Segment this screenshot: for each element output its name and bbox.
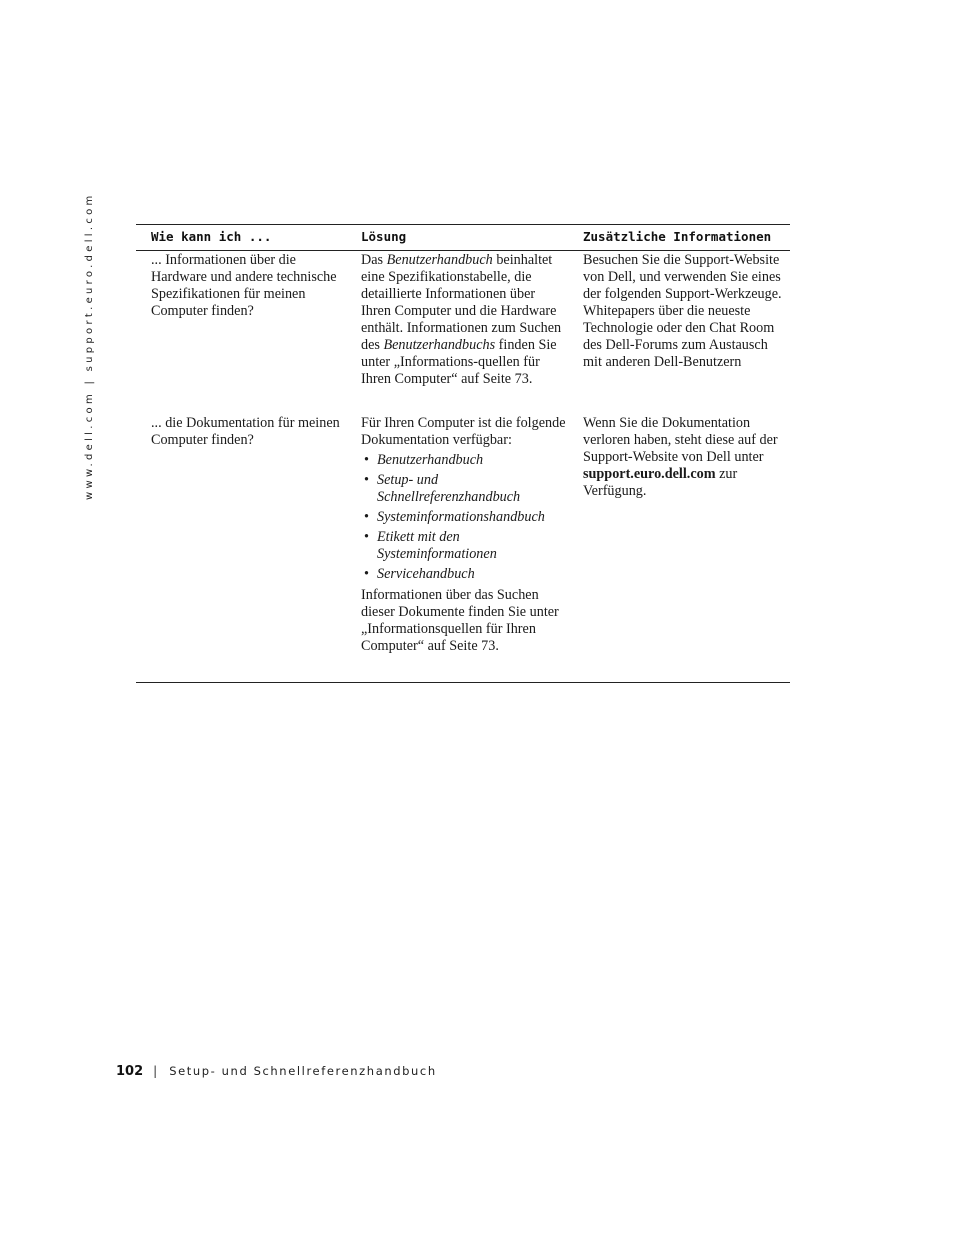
documentation-list	[361, 452, 566, 583]
table-header-row	[136, 225, 790, 250]
row2-info: Wenn Sie die Dokumentation verloren haben, steht diese auf der Support-Website von Dell unter support.euro.dell.com zur Verfügung.	[583, 415, 778, 499]
list-item: • Benutzerhandbuch	[361, 452, 566, 469]
list-item: • Etikett mit den Systeminformationen	[361, 529, 566, 563]
sidebar-url: www.dell.com | support.euro.dell.com	[84, 192, 95, 500]
page-number: 102	[116, 1064, 144, 1079]
footer-separator: |	[153, 1064, 158, 1078]
row2-question: ... die Dokumentation für meinen Computer finden?	[151, 415, 340, 448]
page-footer	[116, 1062, 437, 1080]
list-item: • Servicehandbuch	[361, 566, 566, 583]
row1-question: ... Informationen über die Hardware und andere technische Spezifikationen für meinen Computer finden?	[151, 252, 337, 319]
table-bottom-rule	[136, 682, 790, 683]
header-info: Zusätzliche Informationen	[583, 229, 772, 244]
list-item: • Systeminformationshandbuch	[361, 509, 566, 526]
row1-solution: Das Benutzerhandbuch beinhaltet eine Spezifikationstabelle, die detaillierte Informationen über Ihren Computer und die Hardware enthält. Informationen zum Suchen des Benutzerhandbuchs finden Sie unter „Informations-quellen für Ihren Computer“ auf Seite 73.	[361, 252, 562, 387]
header-solution: Lösung	[361, 229, 407, 244]
header-question: Wie kann ich ...	[151, 229, 272, 244]
info-table	[136, 224, 790, 683]
support-link[interactable]: support.euro.dell.com	[583, 466, 716, 482]
footer-title: Setup- und Schnellreferenzhandbuch	[169, 1064, 437, 1078]
row1-info: Besuchen Sie die Support-Website von Dell, und verwenden Sie eines der folgenden Support-Werkzeuge. Whitepapers über die neueste Technologie oder den Chat Room des Dell-Forums zum Austausch mit anderen Dell-Benutzern	[583, 252, 782, 370]
row2-solution: Für Ihren Computer ist die folgende Dokumentation verfügbar: • Benutzerhandbuch • Setup- und Schnellreferenzhandbuch • Systeminformationshandbuch • Etikett mit den Systeminformationen • Servicehandbuch Informationen über das Suchen dieser Dokumente finden Sie unter „Informationsquellen für Ihren Computer“ auf Seite 73.	[361, 415, 566, 655]
table-body	[136, 251, 790, 682]
list-item: • Setup- und Schnellreferenzhandbuch	[361, 472, 566, 506]
